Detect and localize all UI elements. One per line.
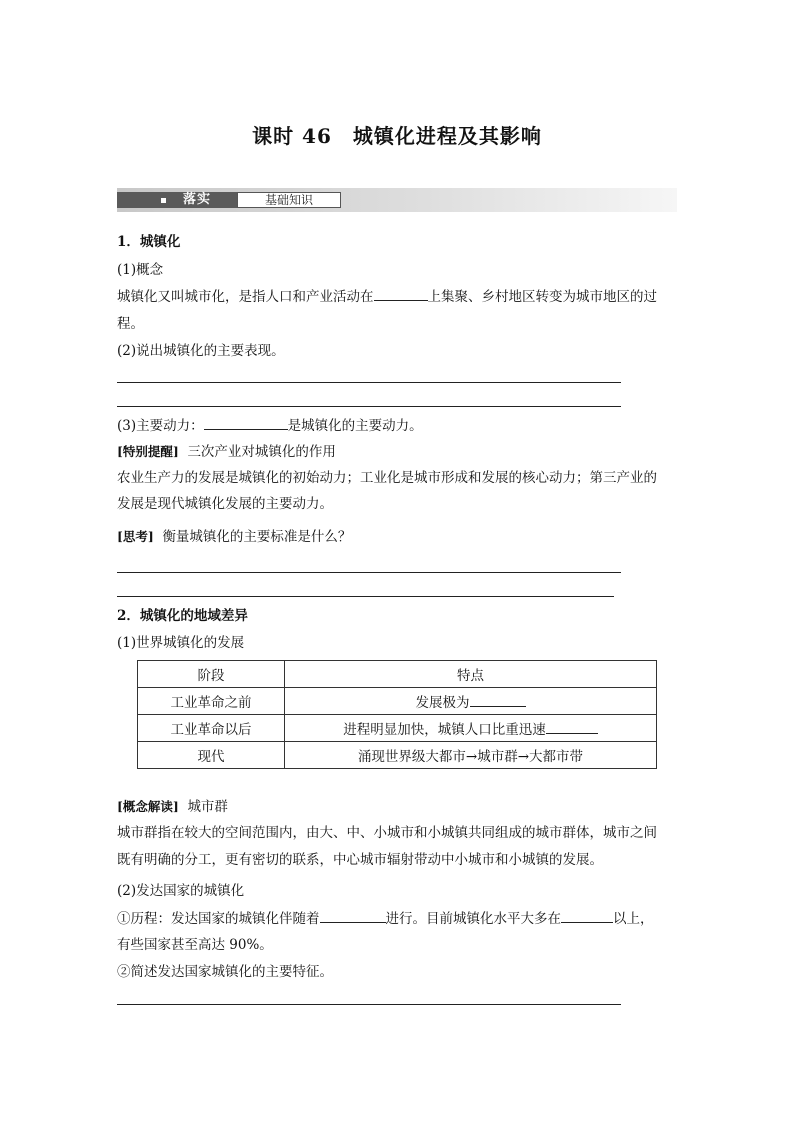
tip-title: 三次产业对城镇化的作用 — [187, 444, 336, 460]
concept-line-2: 程。 — [117, 316, 144, 332]
history-text-c: 以上， — [613, 911, 654, 927]
table-row — [138, 688, 657, 715]
history-line-2: 有些国家甚至高达 90%。 — [117, 937, 273, 953]
square-bullet-icon — [161, 198, 166, 203]
banner-left-tab — [117, 192, 237, 208]
question-3-text-a: (3)主要动力： — [117, 418, 204, 434]
section-2-heading: 2．城镇化的地域差异 — [117, 608, 248, 624]
developed-label: (2)发达国家的城镇化 — [117, 883, 245, 899]
stage-table — [137, 660, 657, 769]
table-cell-feature: 进程明显加快，城镇人口比重迅速 — [285, 715, 657, 742]
table-header-cell: 阶段 — [138, 661, 285, 688]
answer-line[interactable] — [117, 406, 621, 407]
table-cell-feature: 涌现世界级大都市→城市群→大都市带 — [285, 742, 657, 769]
fill-blank[interactable] — [320, 909, 386, 923]
fill-blank[interactable] — [546, 720, 598, 734]
section-1-heading: 1．城镇化 — [117, 234, 181, 250]
page-title: 课时 46 城镇化进程及其影响 — [252, 124, 542, 148]
concept-explain-title: 城市群 — [187, 799, 228, 815]
question-3-text-b: 是城镇化的主要动力。 — [287, 418, 423, 434]
history-line-1 — [117, 909, 654, 929]
answer-line[interactable] — [117, 1004, 621, 1005]
question-2: (2)说出城镇化的主要表现。 — [117, 343, 285, 359]
think-text: 衡量城镇化的主要标准是什么？ — [162, 529, 352, 545]
banner-left-label: 落实 — [183, 192, 212, 207]
fill-blank[interactable] — [374, 287, 428, 301]
concept-explain-line-2: 既有明确的分工，更有密切的联系，中心城市辐射带动中小城市和小城镇的发展。 — [117, 852, 603, 868]
tip-line-2: 发展是现代城镇化发展的主要动力。 — [117, 496, 333, 512]
table-header-cell: 特点 — [285, 661, 657, 688]
concept-explain-line-1: 城市群指在较大的空间范围内，由大、中、小城市和小城镇共同组成的城市群体，城市之间 — [117, 825, 657, 841]
world-label: (1)世界城镇化的发展 — [117, 635, 245, 651]
table-cell-stage: 工业革命以后 — [138, 715, 285, 742]
fill-blank[interactable] — [204, 416, 288, 430]
table-cell-stage: 现代 — [138, 742, 285, 769]
banner-right-label: 基础知识 — [237, 192, 341, 208]
table-row — [138, 742, 657, 769]
tip-line-1: 农业生产力的发展是城镇化的初始动力；工业化是城市形成和发展的核心动力；第三产业的 — [117, 470, 657, 486]
concept-text-b: 上集聚、乡村地区转变为城市地区的过 — [427, 289, 657, 305]
concept-explain-heading — [117, 797, 228, 817]
section-banner — [117, 188, 677, 212]
table-header-row — [138, 661, 657, 688]
table-row — [138, 715, 657, 742]
concept-text-a: 城镇化又叫城市化，是指人口和产业活动在 — [117, 289, 374, 305]
answer-line[interactable] — [117, 572, 621, 573]
table-cell-feature: 发展极为 — [285, 688, 657, 715]
tip-heading — [117, 442, 336, 462]
tip-tag: [特别提醒] — [117, 444, 179, 459]
concept-explain-tag: [概念解读] — [117, 799, 179, 814]
think-question — [117, 527, 351, 547]
fill-blank[interactable] — [470, 693, 526, 707]
think-tag: [思考] — [117, 529, 154, 544]
answer-line[interactable] — [117, 382, 621, 383]
question-3 — [117, 416, 423, 436]
concept-label: (1)概念 — [117, 262, 164, 278]
answer-line[interactable] — [117, 596, 614, 597]
history-text-b: 进行。目前城镇化水平大多在 — [385, 911, 561, 927]
history-text-a: ①历程：发达国家的城镇化伴随着 — [117, 911, 320, 927]
features-question: ②简述发达国家城镇化的主要特征。 — [117, 964, 333, 980]
fill-blank[interactable] — [561, 909, 613, 923]
concept-line-1 — [117, 287, 657, 307]
table-cell-stage: 工业革命之前 — [138, 688, 285, 715]
